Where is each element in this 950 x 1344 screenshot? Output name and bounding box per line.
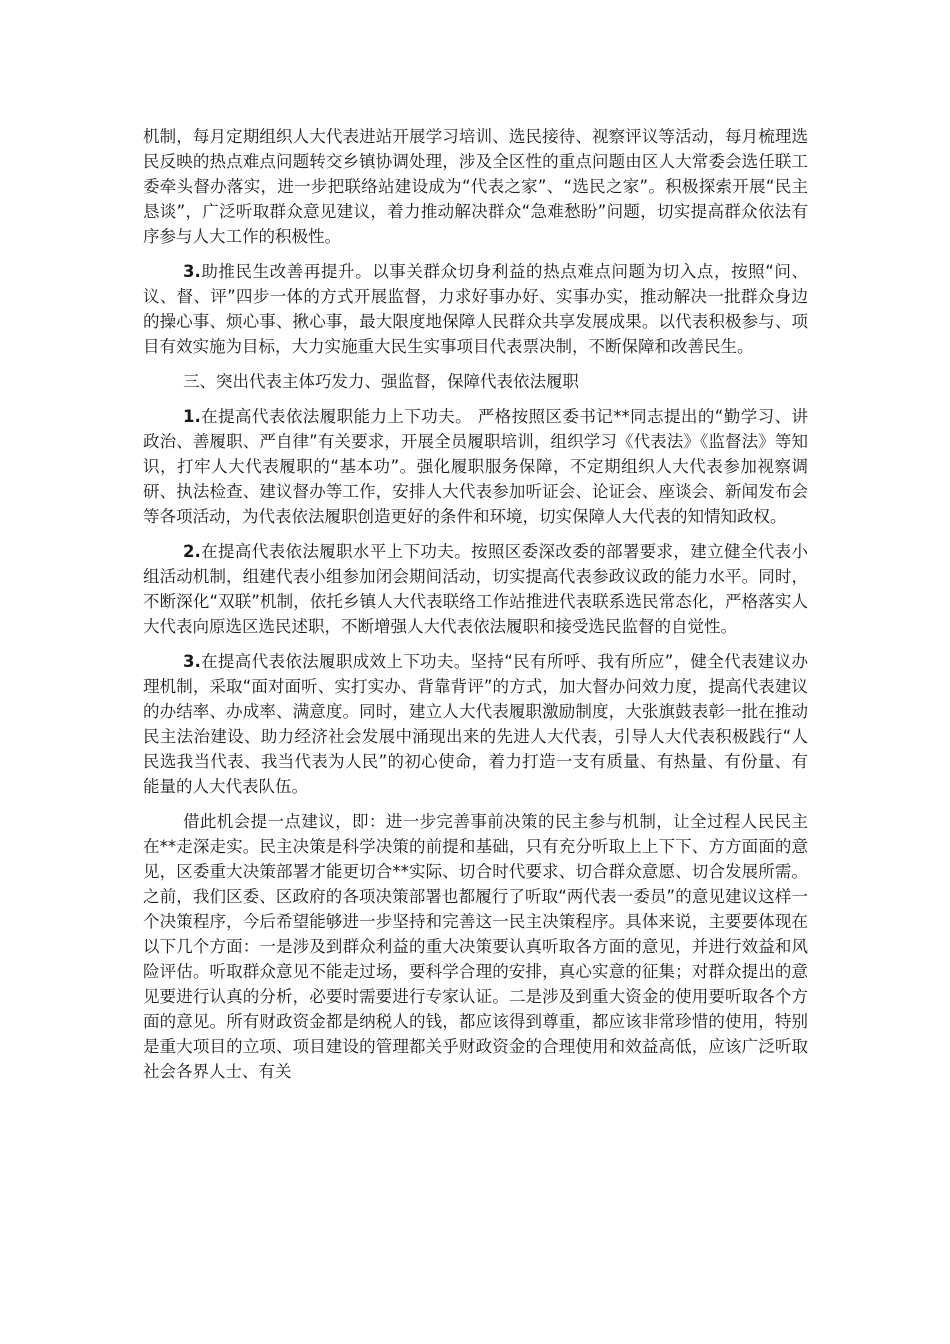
paragraph-2-text: 助推民生改善再提升。以事关群众切身利益的热点难点问题为切入点，按照“问、议、督、评”四步一体的方式开展监督，力求好事办好、实事办实，推动解决一批群众身边的操心事、烦心事、揪心事，最大限度地保障人民群众共享发展成果。以代表积极参与、项目有效实施为目标，大力实施重大民生实事项目代表票决制，不断保障和改善民生。: [143, 262, 808, 356]
paragraph-5-number: 2.: [183, 542, 201, 561]
section-heading-text: 三、突出代表主体巧发力、强监督，保障代表依法履职: [183, 372, 579, 391]
paragraph-5-text: 在提高代表依法履职水平上下功夫。按照区委深改委的部署要求，建立健全代表小组活动机制，组建代表小组参加闭会期间活动，切实提高代表参政议政的能力水平。同时，不断深化“双联”机制，依托乡镇人大代表联络工作站推进代表联系选民常态化，严格落实人大代表向原选区选民述职，不断增强人大代表依法履职和接受选民监督的自觉性。: [143, 542, 808, 636]
paragraph-7-text: 借此机会提一点建议，即：进一步完善事前决策的民主参与机制，让全过程人民民主在**走深走实。民主决策是科学决策的前提和基础，只有充分听取上上下下、方方面面的意见，区委重大决策部署才能更切合**实际、切合时代要求、切合群众意愿、切合发展所需。之前，我们区委、区政府的各项决策部署也都履行了听取“两代表一委员”的意见建议这样一个决策程序，今后希望能够进一步坚持和完善这一民主决策程序。具体来说，主要要体现在以下几个方面：一是涉及到群众利益的重大决策要认真听取各方面的意见，并进行效益和风险评估。听取群众意见不能走过场，要科学合理的安排，真心实意的征集；对群众提出的意见要进行认真的分析，必要时需要进行专家认证。二是涉及到重大资金的使用要听取各个方面的意见。所有财政资金都是纳税人的钱，都应该得到尊重，都应该非常珍惜的使用，特别是重大项目的立项、项目建设的管理都关乎财政资金的合理使用和效益高低，应该广泛听取社会各界人士、有关: [143, 812, 808, 1081]
document-page: [143, 124, 808, 1094]
paragraph-2: [143, 259, 808, 359]
paragraph-4: [143, 404, 808, 529]
paragraph-1: [143, 124, 808, 249]
paragraph-1-text: 机制，每月定期组织人大代表进站开展学习培训、选民接待、视察评议等活动，每月梳理选民反映的热点难点问题转交乡镇协调处理，涉及全区性的重点问题由区人大常委会选任联工委牵头督办落实，进一步把联络站建设成为“代表之家”、“选民之家”。积极探索开展“民主恳谈”，广泛听取群众意见建议，着力推动解决群众“急难愁盼”问题，切实提高群众依法有序参与人大工作的积极性。: [143, 127, 808, 246]
paragraph-5: [143, 539, 808, 639]
section-heading: [143, 369, 808, 394]
paragraph-2-number: 3.: [183, 262, 201, 281]
paragraph-7: [143, 809, 808, 1084]
paragraph-6: [143, 649, 808, 799]
paragraph-6-number: 3.: [183, 652, 201, 671]
paragraph-6-text: 在提高代表依法履职成效上下功夫。坚持“民有所呼、我有所应”，健全代表建议办理机制，采取“面对面听、实打实办、背靠背评”的方式，加大督办问效力度，提高代表建议的办结率、办成率、满意度。同时，建立人大代表履职激励制度，大张旗鼓表彰一批在推动民主法治建设、助力经济社会发展中涌现出来的先进人大代表，引导人大代表积极践行“人民选我当代表、我当代表为人民”的初心使命，着力打造一支有质量、有热量、有份量、有能量的人大代表队伍。: [143, 652, 808, 796]
paragraph-4-number: 1.: [183, 407, 201, 426]
paragraph-4-text: 在提高代表依法履职能力上下功夫。 严格按照区委书记**同志提出的“勤学习、讲政治、善履职、严自律”有关要求，开展全员履职培训，组织学习《代表法》《监督法》等知识，打牢人大代表履职的“基本功”。强化履职服务保障，不定期组织人大代表参加视察调研、执法检查、建议督办等工作，安排人大代表参加听证会、论证会、座谈会、新闻发布会等各项活动，为代表依法履职创造更好的条件和环境，切实保障人大代表的知情知政权。: [143, 407, 808, 526]
